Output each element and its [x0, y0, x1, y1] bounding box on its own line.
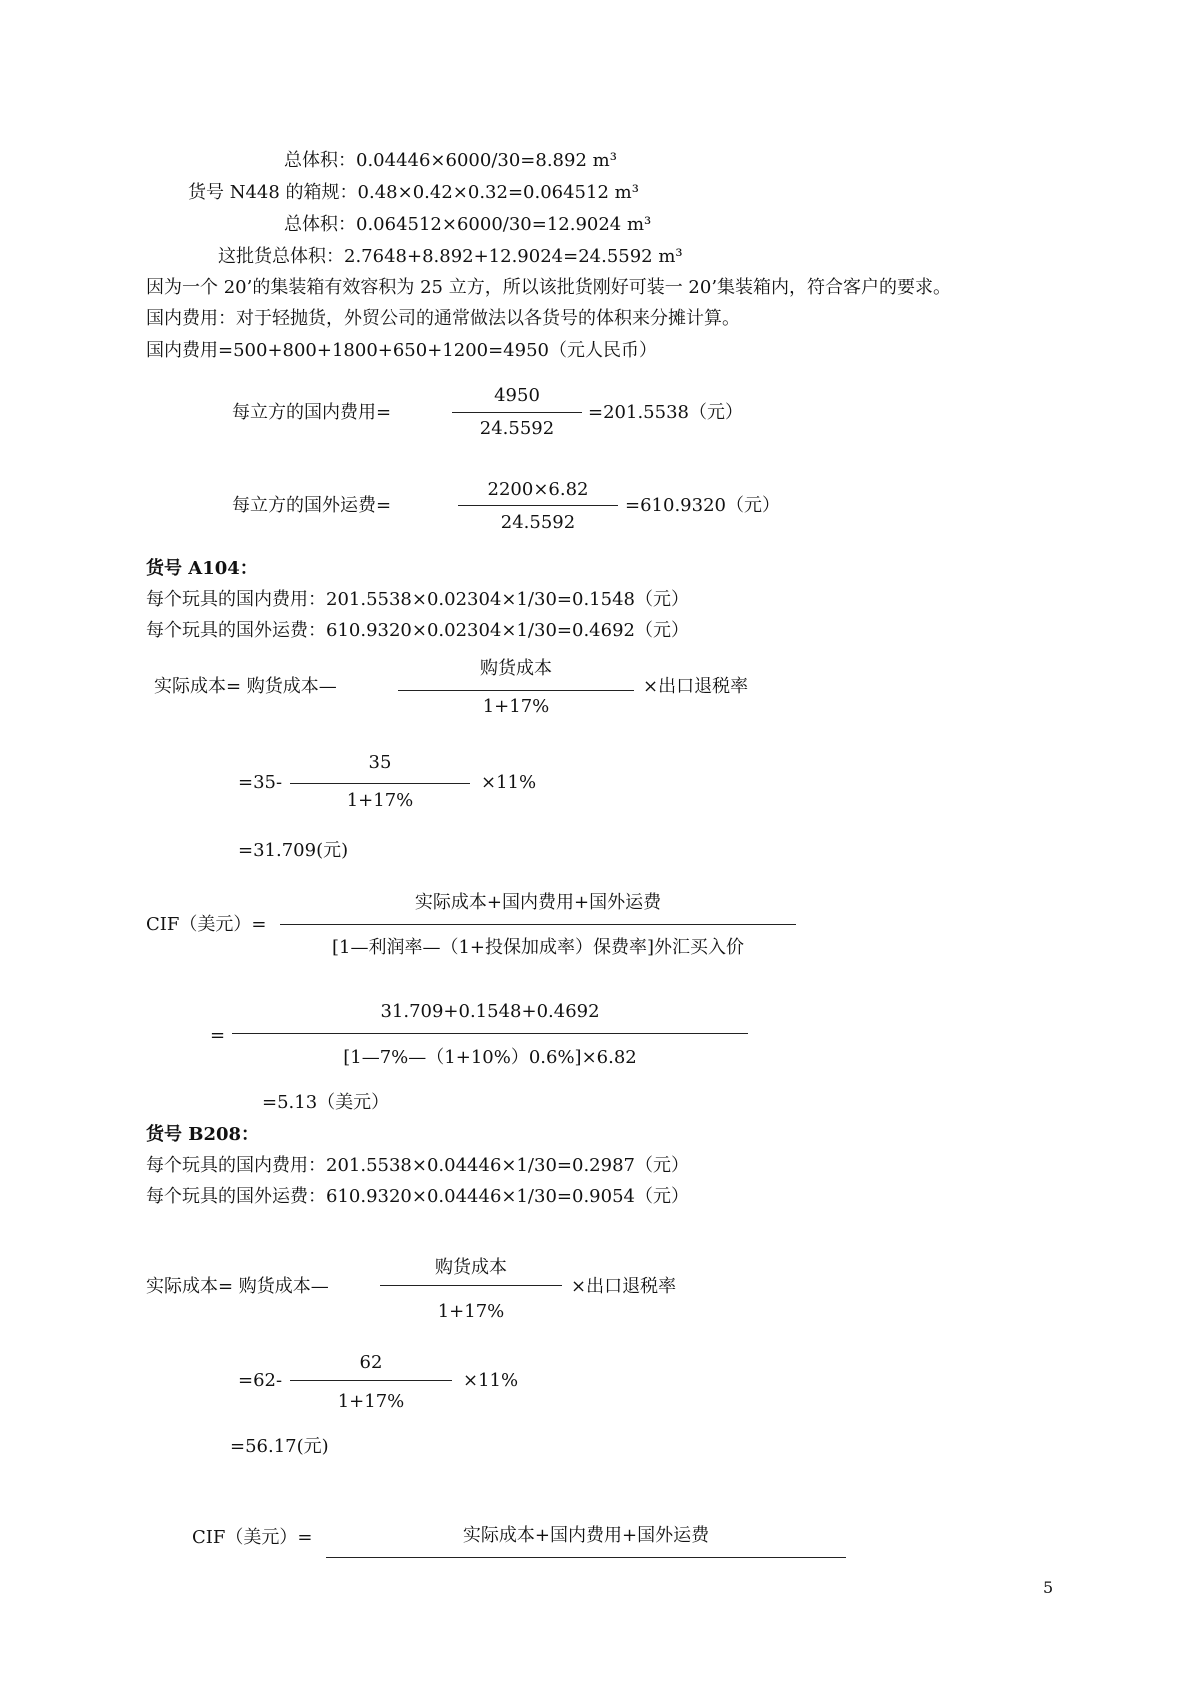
b208-cost-result: =56.17(元) [230, 1436, 329, 1457]
n448-total-volume: 总体积：0.064512×6000/30=12.9024 m³ [284, 214, 652, 235]
n448-case-size: 货号 N448 的箱规：0.48×0.42×0.32=0.064512 m³ [188, 182, 639, 203]
b208-freight-cost: 每个玩具的国外运费：610.9320×0.04446×1/30=0.9054（元） [146, 1186, 689, 1207]
b208-heading: 货号 B208： [146, 1124, 260, 1145]
fraction-bar [232, 1033, 748, 1034]
fraction-bar [398, 690, 634, 691]
a104-heading: 货号 A104： [146, 558, 258, 579]
a104-cif-denominator: [1—利润率—（1+投保加成率）保费率]外汇买入价 [331, 937, 745, 958]
per-m3-freight-numerator: 2200×6.82 [487, 479, 589, 500]
b208-domestic-cost: 每个玩具的国内费用：201.5538×0.04446×1/30=0.2987（元） [146, 1155, 689, 1176]
a104-cif-label: CIF（美元）= [146, 914, 267, 935]
per-m3-domestic-denominator: 24.5592 [479, 418, 555, 439]
container-capacity-text: 因为一个 20’的集装箱有效容积为 25 立方，所以该批货刚好可装一 20’集装箱内，符合客户的要求。 [146, 277, 952, 298]
a104-cost-result: =31.709(元) [238, 840, 349, 861]
per-m3-domestic-label: 每立方的国内费用= [232, 402, 392, 423]
b208-step1-numerator: 62 [359, 1352, 383, 1373]
b208-cost-denominator: 1+17% [437, 1301, 505, 1322]
per-m3-domestic-result: =201.5538（元） [588, 402, 743, 423]
a104-cost-label: 实际成本= 购货成本— [154, 676, 337, 697]
per-m3-freight-denominator: 24.5592 [500, 512, 576, 533]
b208-cif-label: CIF（美元）= [192, 1527, 313, 1548]
a104-cif-numerator: 实际成本+国内费用+国外运费 [414, 892, 662, 913]
fraction-bar [290, 783, 470, 784]
domestic-cost-total: 国内费用=500+800+1800+650+1200=4950（元人民币） [146, 340, 657, 361]
b208-cif-numerator: 实际成本+国内费用+国外运费 [462, 1525, 710, 1546]
a104-cost-suffix: ×出口退税率 [643, 676, 749, 697]
fraction-bar [290, 1380, 452, 1381]
per-m3-freight-result: =610.9320（元） [625, 495, 780, 516]
fraction-bar [280, 924, 796, 925]
fraction-bar [380, 1285, 562, 1286]
fraction-bar [458, 505, 618, 506]
b208-step1-denominator: 1+17% [337, 1391, 405, 1412]
a104-domestic-cost: 每个玩具的国内费用：201.5538×0.02304×1/30=0.1548（元） [146, 589, 689, 610]
a104-step1-prefix: =35- [238, 772, 283, 793]
b208-step1-prefix: =62- [238, 1370, 283, 1391]
per-m3-freight-label: 每立方的国外运费= [232, 495, 392, 516]
b208-cost-suffix: ×出口退税率 [571, 1276, 677, 1297]
page-number: 5 [1043, 1578, 1054, 1597]
b208-cost-numerator: 购货成本 [435, 1257, 507, 1278]
a104-step1-suffix: ×11% [481, 772, 537, 793]
a104-cif-numerator-values: 31.709+0.1548+0.4692 [380, 1001, 600, 1022]
a104-cif-denominator-values: [1—7%—（1+10%）0.6%]×6.82 [343, 1047, 637, 1068]
a104-step1-denominator: 1+17% [346, 790, 414, 811]
a104-freight-cost: 每个玩具的国外运费：610.9320×0.02304×1/30=0.4692（元） [146, 620, 689, 641]
per-m3-domestic-numerator: 4950 [494, 385, 540, 406]
b208-cost-label: 实际成本= 购货成本— [146, 1276, 329, 1297]
fraction-bar [452, 412, 582, 413]
b208-total-volume: 总体积：0.04446×6000/30=8.892 m³ [284, 150, 617, 171]
domestic-cost-method: 国内费用：对于轻抛货，外贸公司的通常做法以各货号的体积来分摊计算。 [146, 308, 740, 329]
a104-cost-numerator: 购货成本 [480, 658, 552, 679]
fraction-bar [326, 1557, 846, 1558]
a104-cost-denominator: 1+17% [482, 696, 550, 717]
batch-total-volume: 这批货总体积：2.7648+8.892+12.9024=24.5592 m³ [218, 246, 683, 267]
a104-cif-equals: = [210, 1025, 226, 1046]
b208-step1-suffix: ×11% [463, 1370, 519, 1391]
a104-step1-numerator: 35 [368, 752, 392, 773]
a104-cif-result: =5.13（美元） [262, 1092, 390, 1113]
